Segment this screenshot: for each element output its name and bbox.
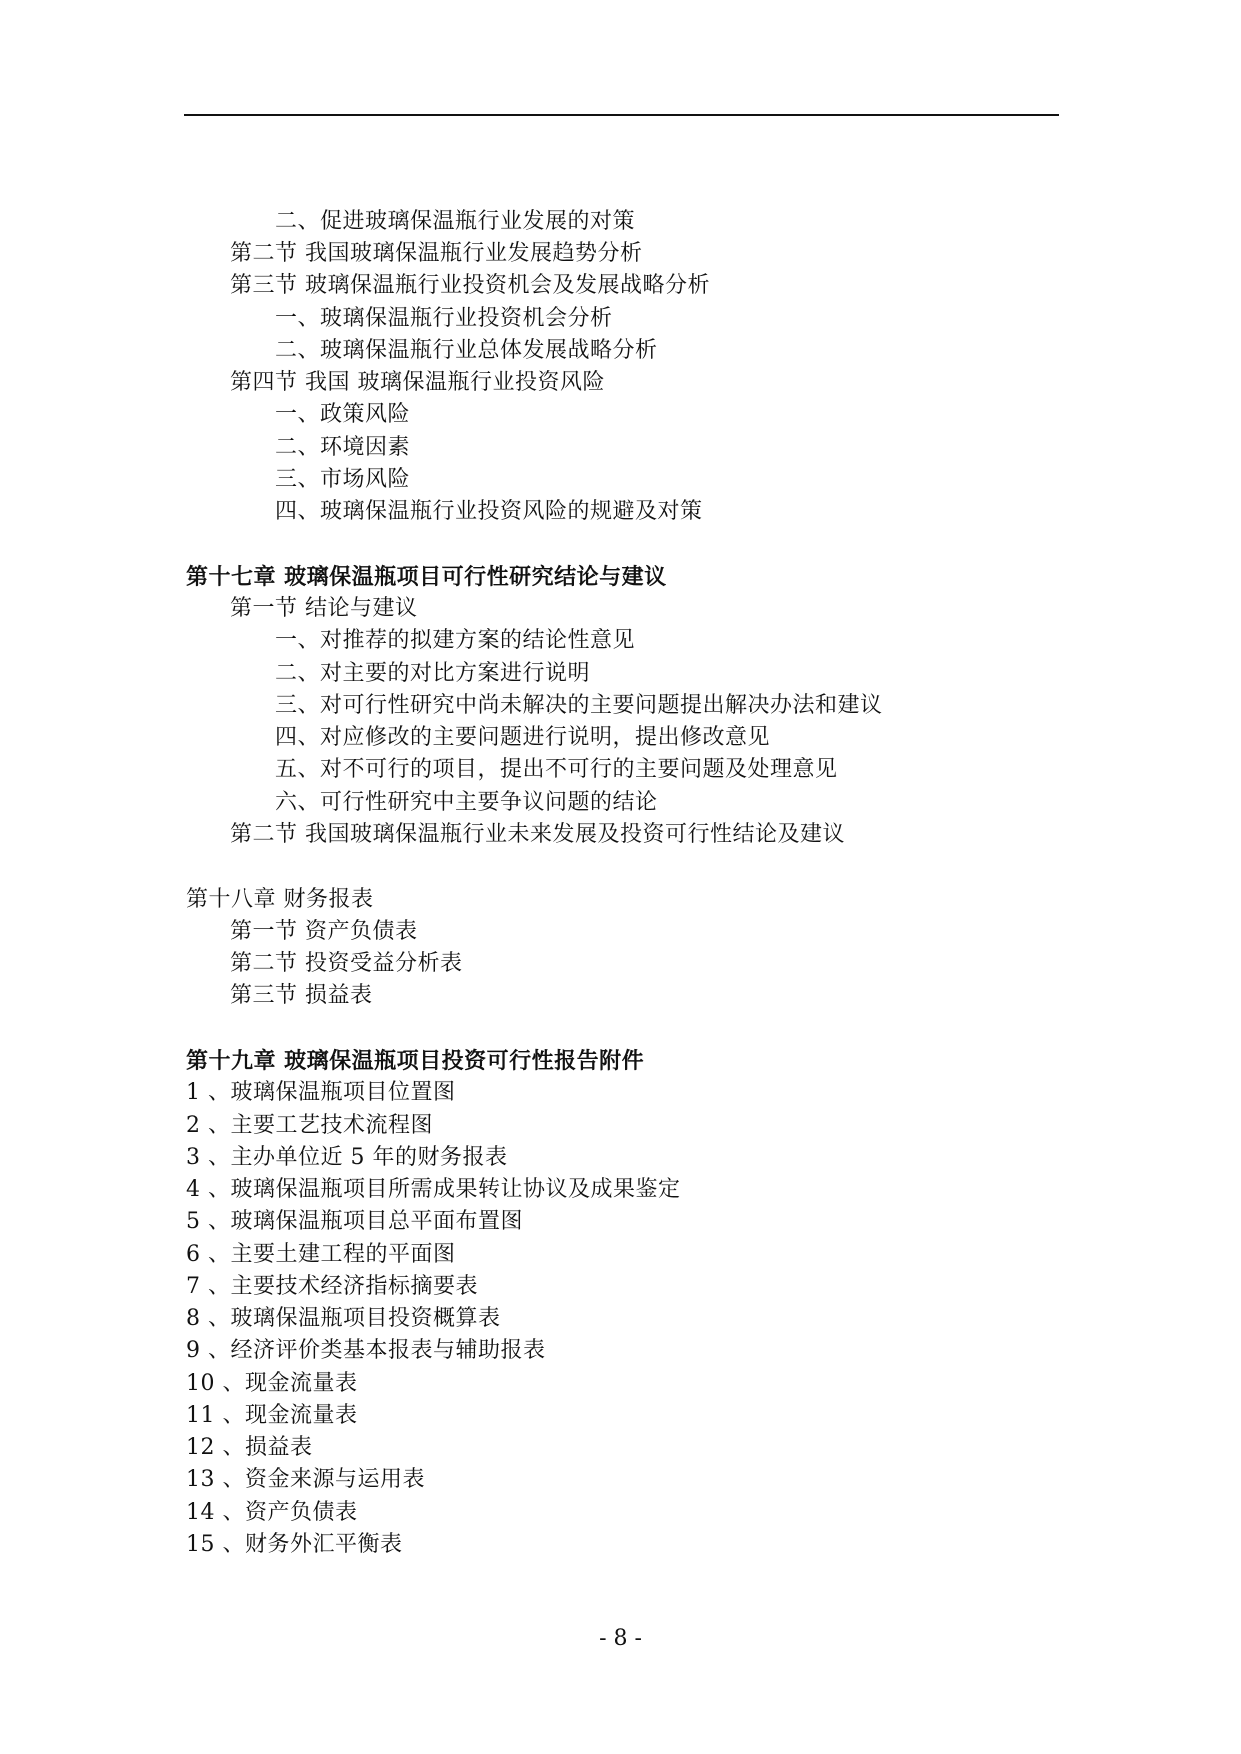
toc-appendix-item: 15 、财务外汇平衡表 (186, 1532, 403, 1557)
toc-appendix-item: 7 、主要技术经济指标摘要表 (186, 1274, 478, 1299)
header-rule (184, 114, 1059, 116)
toc-appendix-item: 13 、资金来源与运用表 (186, 1467, 425, 1492)
toc-subsection-item: 六、可行性研究中主要争议问题的结论 (275, 790, 658, 815)
toc-chapter-heading: 第十七章 玻璃保温瓶项目可行性研究结论与建议 (186, 564, 667, 590)
toc-subsection-item: 二、对主要的对比方案进行说明 (275, 661, 591, 686)
toc-subsection-item: 三、市场风险 (275, 467, 411, 492)
toc-subsection-item: 一、对推荐的拟建方案的结论性意见 (275, 628, 636, 653)
toc-subsection-item: 四、对应修改的主要问题进行说明，提出修改意见 (275, 725, 771, 750)
toc-appendix-item: 4 、玻璃保温瓶项目所需成果转让协议及成果鉴定 (186, 1177, 681, 1202)
toc-appendix-item: 10 、现金流量表 (186, 1371, 358, 1396)
toc-subsection-item: 一、政策风险 (275, 402, 411, 427)
toc-section-item: 第三节 玻璃保温瓶行业投资机会及发展战略分析 (230, 273, 710, 298)
toc-subsection-item: 四、玻璃保温瓶行业投资风险的规避及对策 (275, 499, 703, 524)
toc-section-item: 第二节 我国玻璃保温瓶行业未来发展及投资可行性结论及建议 (230, 822, 845, 847)
toc-section-item: 第二节 我国玻璃保温瓶行业发展趋势分析 (230, 241, 643, 266)
toc-section-item: 第一节 结论与建议 (230, 596, 418, 621)
toc-appendix-item: 12 、损益表 (186, 1435, 313, 1460)
toc-subsection-item: 二、促进玻璃保温瓶行业发展的对策 (275, 209, 636, 234)
toc-appendix-item: 9 、经济评价类基本报表与辅助报表 (186, 1338, 546, 1363)
toc-appendix-item: 3 、主办单位近 5 年的财务报表 (186, 1145, 508, 1170)
toc-subsection-item: 五、对不可行的项目，提出不可行的主要问题及处理意见 (275, 757, 838, 782)
toc-subsection-item: 一、玻璃保温瓶行业投资机会分析 (275, 306, 613, 331)
toc-appendix-item: 5 、玻璃保温瓶项目总平面布置图 (186, 1209, 523, 1234)
toc-appendix-item: 6 、主要土建工程的平面图 (186, 1242, 456, 1267)
toc-chapter-heading: 第十九章 玻璃保温瓶项目投资可行性报告附件 (186, 1048, 645, 1074)
toc-section-item: 第一节 资产负债表 (230, 919, 418, 944)
toc-subsection-item: 二、环境因素 (275, 435, 411, 460)
toc-appendix-item: 2 、主要工艺技术流程图 (186, 1113, 433, 1138)
page-number: - 8 - (599, 1626, 642, 1651)
toc-appendix-item: 11 、现金流量表 (186, 1403, 358, 1428)
toc-section-item: 第四节 我国 玻璃保温瓶行业投资风险 (230, 370, 605, 395)
toc-section-item: 第三节 损益表 (230, 983, 373, 1008)
toc-section-item: 第二节 投资受益分析表 (230, 951, 463, 976)
toc-subsection-item: 三、对可行性研究中尚未解决的主要问题提出解决办法和建议 (275, 693, 883, 718)
toc-appendix-item: 8 、玻璃保温瓶项目投资概算表 (186, 1306, 501, 1331)
toc-subsection-item: 二、玻璃保温瓶行业总体发展战略分析 (275, 338, 658, 363)
toc-chapter-heading: 第十八章 财务报表 (186, 887, 374, 912)
toc-appendix-item: 1 、玻璃保温瓶项目位置图 (186, 1080, 456, 1105)
toc-appendix-item: 14 、资产负债表 (186, 1500, 358, 1525)
